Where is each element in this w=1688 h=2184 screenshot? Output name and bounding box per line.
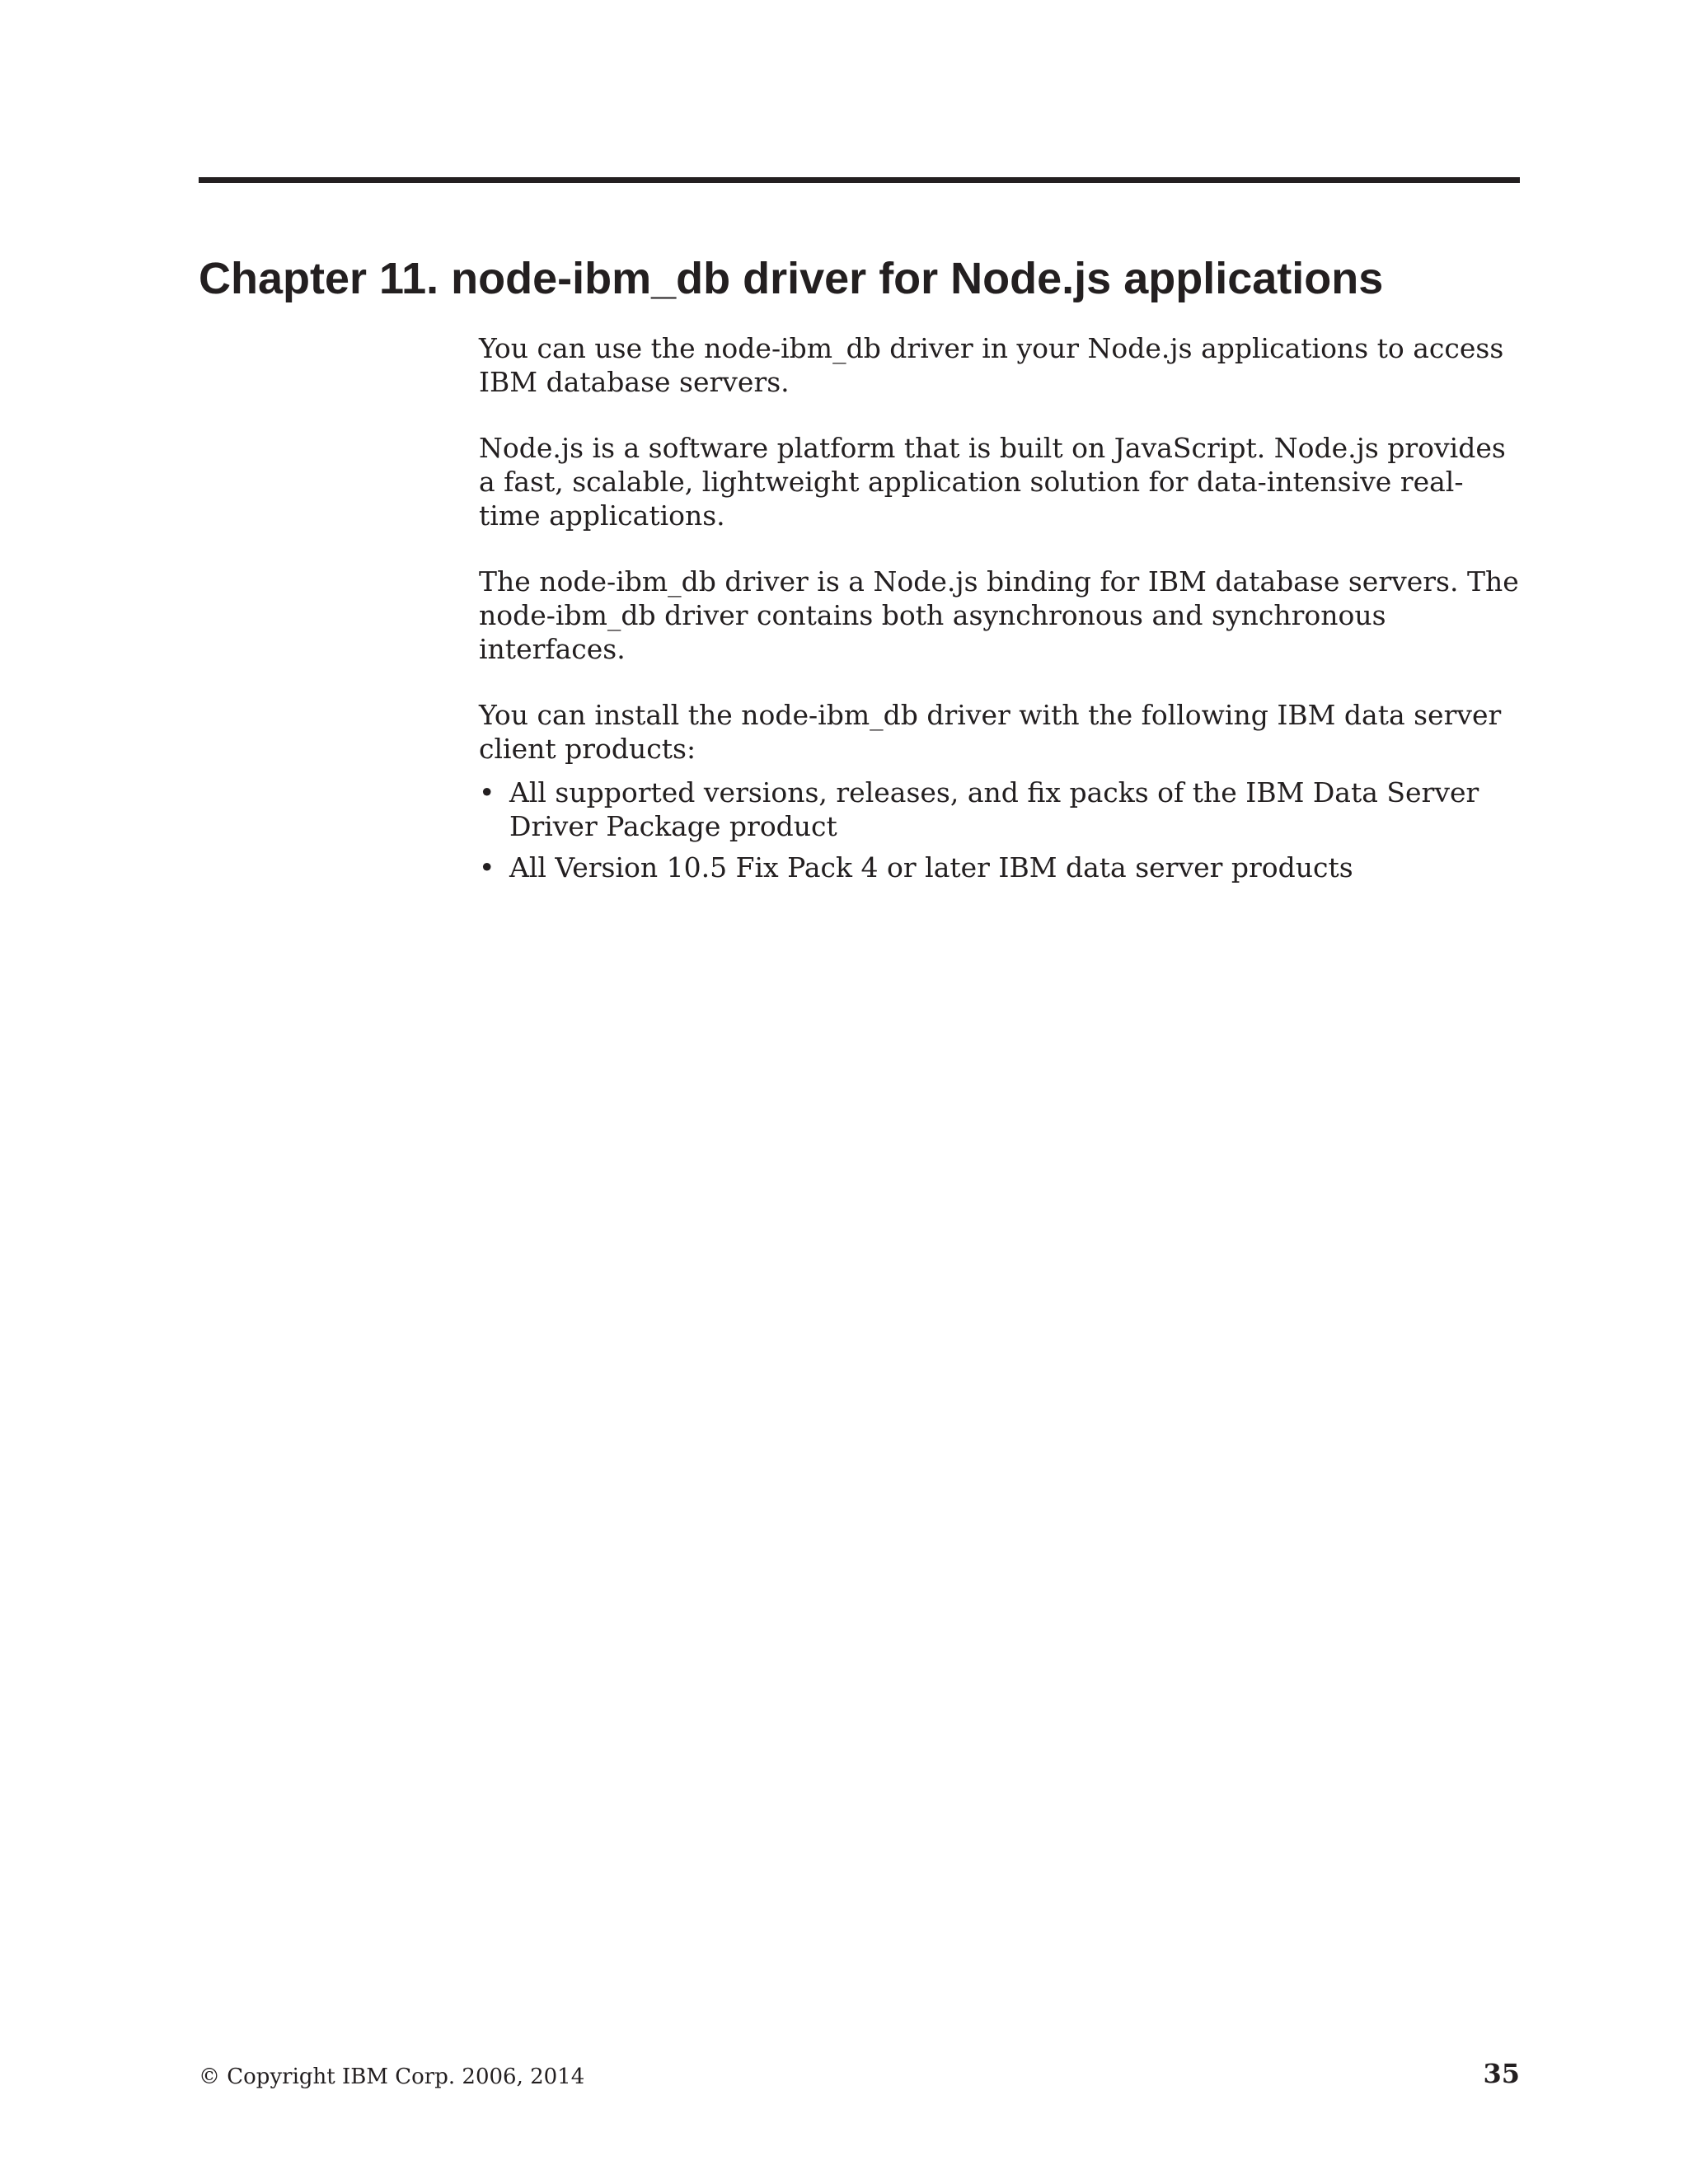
chapter-top-rule	[199, 177, 1520, 183]
paragraph-binding: The node-ibm_db driver is a Node.js binding for IBM database servers. The node-ibm_db driver contains both asynchronous and synchronous interfaces.	[479, 565, 1519, 665]
page-number: 35	[1483, 2058, 1520, 2089]
bullet-icon: •	[479, 851, 495, 883]
chapter-body	[479, 331, 1519, 892]
paragraph-install: You can install the node-ibm_db driver with the following IBM data server client products:	[479, 699, 1502, 765]
paragraph-nodejs: Node.js is a software platform that is built on JavaScript. Node.js provides a fast, scalable, lightweight application solution for data-intensive real-time applications.	[479, 432, 1506, 532]
footer-copyright: © Copyright IBM Corp. 2006, 2014	[199, 2064, 585, 2089]
list-item-text: All Version 10.5 Fix Pack 4 or later IBM data server products	[509, 851, 1353, 883]
list-item	[479, 776, 1519, 843]
product-list	[479, 776, 1519, 884]
list-item	[479, 851, 1519, 884]
chapter-title: Chapter 11. node-ibm_db driver for Node.js applications	[199, 254, 1384, 303]
bullet-icon: •	[479, 776, 495, 808]
list-item-text: All supported versions, releases, and fix packs of the IBM Data Server Driver Package product	[509, 776, 1479, 842]
paragraph-intro: You can use the node-ibm_db driver in your Node.js applications to access IBM database servers.	[479, 332, 1504, 398]
